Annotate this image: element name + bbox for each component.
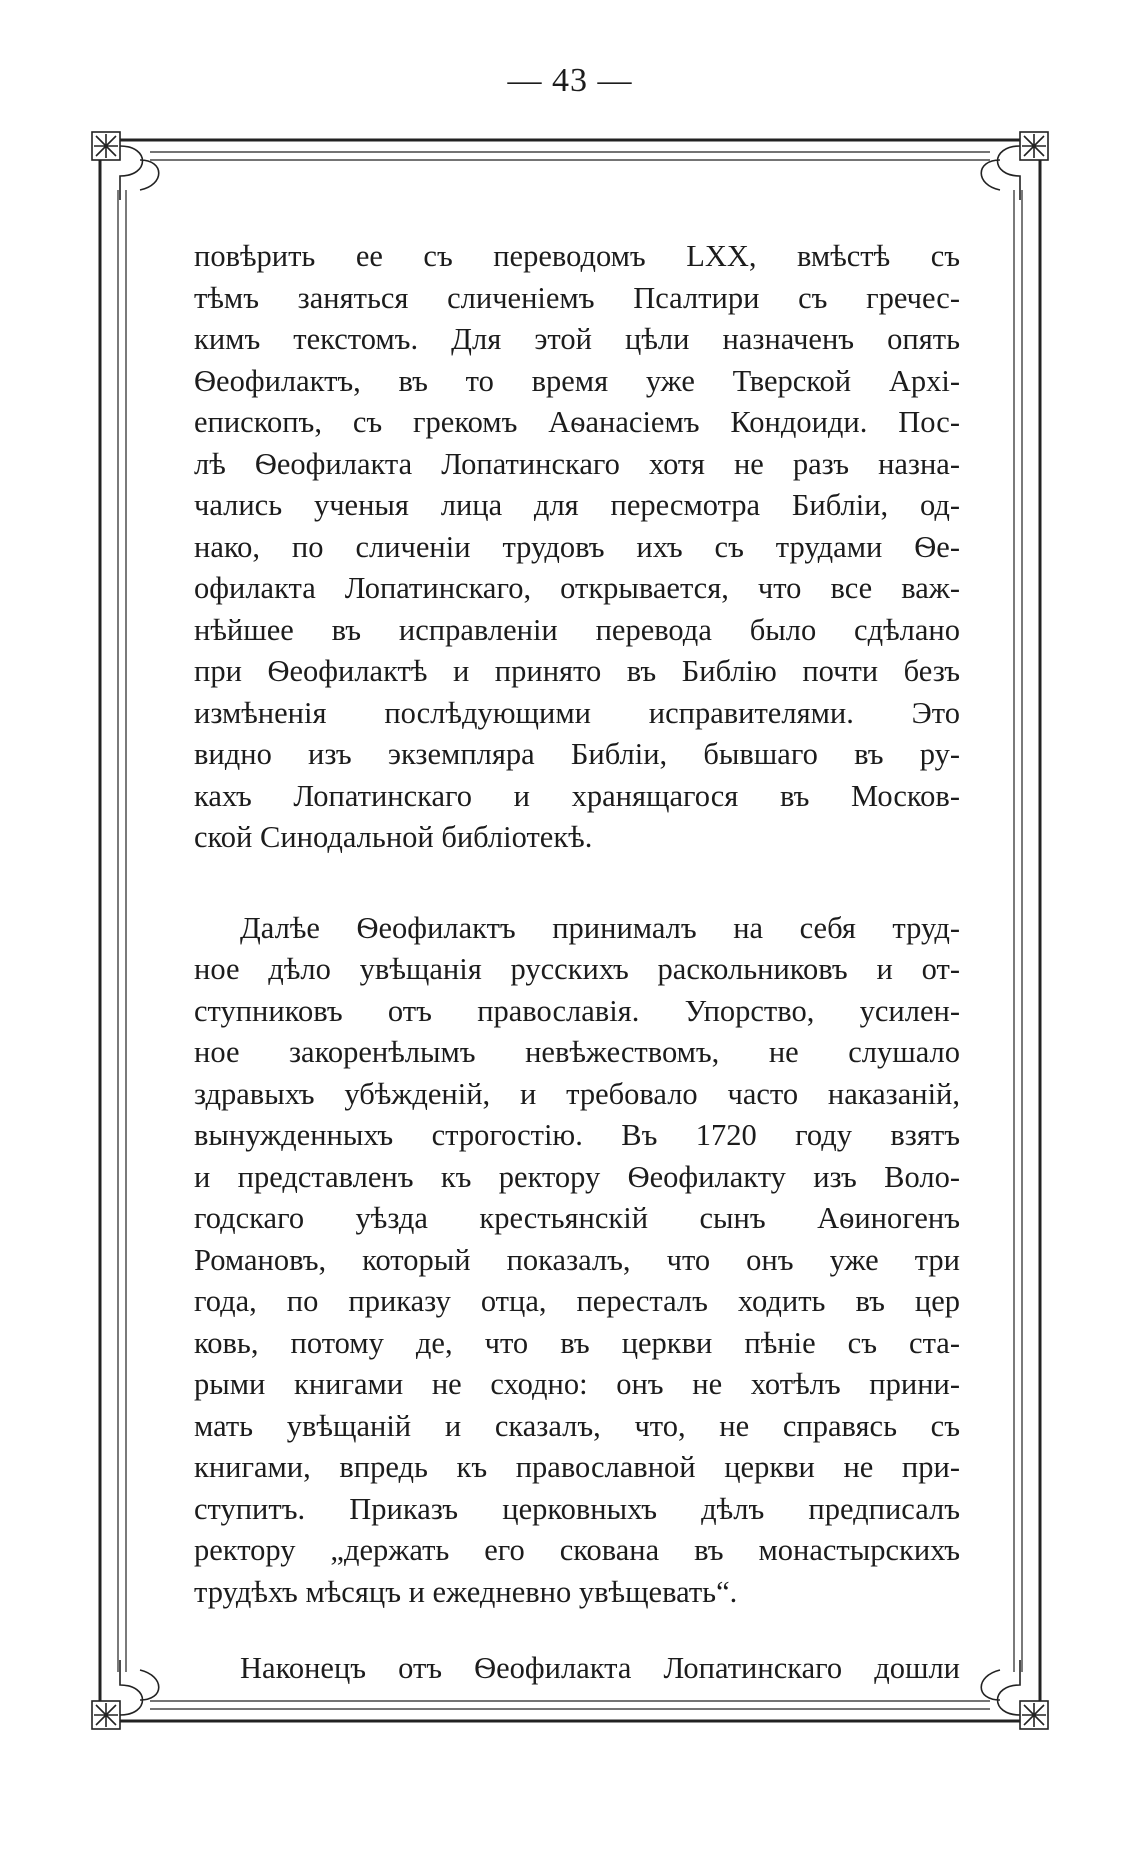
paragraph bbox=[194, 908, 960, 1614]
text-line: нако, по сличеніи трудовъ ихъ съ трудами Ѳе- bbox=[194, 529, 960, 564]
text-line: книгами, впредь къ православной церкви не при- bbox=[194, 1450, 960, 1484]
text-line: ской Синодальной библіотекѣ. bbox=[194, 820, 593, 854]
paragraph bbox=[194, 1648, 960, 1690]
text-line: вынужденныхъ строгостію. Въ 1720 году взятъ bbox=[194, 1118, 960, 1152]
text-line: ное дѣло увѣщанія русскихъ раскольниковъ и от- bbox=[194, 952, 960, 986]
text-line: года, по приказу отца, пересталъ ходить въ цер bbox=[194, 1284, 960, 1318]
text-line: епископъ, съ грекомъ Аѳанасіемъ Кондоиди. Пос- bbox=[194, 405, 960, 439]
text-line: ковь, потому де, что въ церкви пѣніе съ ста- bbox=[194, 1325, 960, 1360]
text-line: и представленъ къ ректору Ѳеофилакту изъ Воло- bbox=[194, 1159, 960, 1194]
text-line: мать увѣщаній и сказалъ, что, не справясь съ bbox=[194, 1408, 960, 1443]
text-line: лѣ Ѳеофилакта Лопатинскаго хотя не разъ назна- bbox=[194, 446, 960, 481]
corner-ornament-bottom-right bbox=[981, 1660, 1048, 1729]
text-line: здравыхъ убѣжденій, и требовало часто наказаній, bbox=[194, 1076, 960, 1111]
body-text bbox=[194, 236, 960, 1690]
text-line: Романовъ, который показалъ, что онъ уже три bbox=[194, 1242, 960, 1277]
text-line: ступитъ. Приказъ церковныхъ дѣлъ предписалъ bbox=[194, 1491, 960, 1526]
text-line: офилакта Лопатинскаго, открывается, что все важ- bbox=[194, 571, 960, 605]
text-line: видно изъ экземпляра Библіи, бывшаго въ ру- bbox=[194, 737, 960, 771]
text-line: нѣйшее въ исправленіи перевода было сдѣлано bbox=[194, 612, 960, 647]
text-line: повѣрить ее съ переводомъ LXX, вмѣстѣ съ bbox=[194, 239, 960, 273]
corner-ornament-top-right bbox=[981, 132, 1048, 200]
text-line: измѣненія послѣдующими исправителями. Это bbox=[194, 695, 960, 730]
text-line: кимъ текстомъ. Для этой цѣли назначенъ опять bbox=[194, 322, 960, 356]
corner-ornament-top-left bbox=[92, 132, 159, 200]
text-line: ступниковъ отъ православія. Упорство, усилен- bbox=[194, 993, 960, 1028]
text-line: ректору „держать его скована въ монастырскихъ bbox=[194, 1533, 960, 1567]
text-line: Наконецъ отъ Ѳеофилакта Лопатинскаго дошли bbox=[240, 1651, 960, 1685]
text-line: трудѣхъ мѣсяцъ и ежедневно увѣщевать“. bbox=[194, 1574, 738, 1609]
paragraph bbox=[194, 236, 960, 859]
corner-ornament-bottom-left bbox=[92, 1660, 159, 1729]
text-line: кахъ Лопатинскаго и хранящагося въ Москов- bbox=[194, 778, 960, 813]
text-line: Далѣе Ѳеофилактъ принималъ на себя труд- bbox=[240, 910, 960, 945]
text-line: годскаго уѣзда крестьянскій сынъ Аѳиногенъ bbox=[194, 1201, 960, 1235]
text-line: ное закоренѣлымъ невѣжествомъ, не слушало bbox=[194, 1035, 960, 1069]
page-number: — 43 — bbox=[507, 62, 633, 99]
text-line: Ѳеофилактъ, въ то время уже Тверской Архі- bbox=[194, 363, 960, 398]
text-line: чались ученыя лица для пересмотра Библіи, од- bbox=[194, 488, 960, 522]
text-line: рыми книгами не сходно: онъ не хотѣлъ прини- bbox=[194, 1367, 960, 1401]
text-line: тѣмъ заняться сличеніемъ Псалтири съ гречес- bbox=[194, 280, 960, 315]
text-line: при Ѳеофилактѣ и принято въ Библію почти безъ bbox=[194, 654, 960, 688]
